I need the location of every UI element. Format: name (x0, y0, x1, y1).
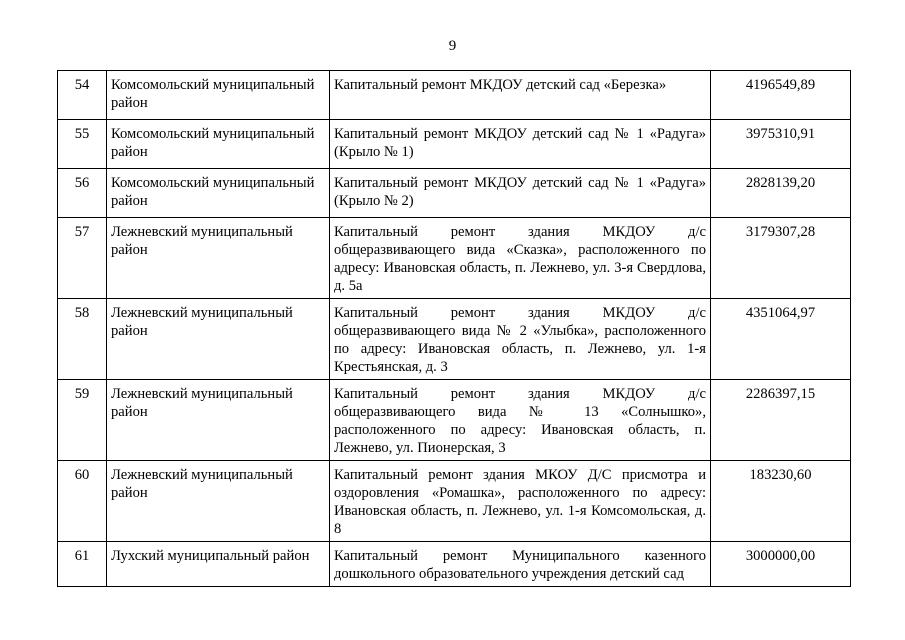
district-name: Лежневский муниципальный район (107, 380, 330, 461)
work-description: Капитальный ремонт МКДОУ детский сад № 1 «Радуга» (Крыло № 1) (330, 120, 711, 169)
work-description: Капитальный ремонт здания МКДОУ д/с общеразвивающего вида «Сказка», расположенного по адресу: Ивановская область, п. Лежнево, ул. 3-я Свердлова, д. 5а (330, 218, 711, 299)
row-number: 57 (58, 218, 107, 299)
district-name: Комсомольский муниципальный район (107, 169, 330, 218)
table-row (58, 299, 851, 380)
amount: 183230,60 (711, 461, 851, 542)
district-name: Комсомольский муниципальный район (107, 120, 330, 169)
amount: 3975310,91 (711, 120, 851, 169)
row-number: 55 (58, 120, 107, 169)
row-number: 54 (58, 71, 107, 120)
table-row (58, 542, 851, 587)
amount: 2828139,20 (711, 169, 851, 218)
amount: 2286397,15 (711, 380, 851, 461)
amount: 3000000,00 (711, 542, 851, 587)
work-description: Капитальный ремонт МКДОУ детский сад «Березка» (330, 71, 711, 120)
row-number: 58 (58, 299, 107, 380)
amount: 4351064,97 (711, 299, 851, 380)
row-number: 56 (58, 169, 107, 218)
district-name: Лухский муниципальный район (107, 542, 330, 587)
work-description: Капитальный ремонт здания МКДОУ д/с общеразвивающего вида № 13 «Солнышко», расположенного по адресу: Ивановская область, п. Лежнево, ул. Пионерская, 3 (330, 380, 711, 461)
work-description: Капитальный ремонт здания МКДОУ д/с общеразвивающего вида № 2 «Улыбка», расположенного по адресу: Ивановская область, п. Лежнево, ул. 1-я Крестьянская, д. 3 (330, 299, 711, 380)
work-description: Капитальный ремонт Муниципального казенного дошкольного образовательного учреждения детский сад (330, 542, 711, 587)
work-description: Капитальный ремонт здания МКОУ Д/С присмотра и оздоровления «Ромашка», расположенного по адресу: Ивановская область, п. Лежнево, ул. 1-я Комсомольская, д. 8 (330, 461, 711, 542)
table-row (58, 218, 851, 299)
amount: 4196549,89 (711, 71, 851, 120)
district-name: Лежневский муниципальный район (107, 218, 330, 299)
row-number: 61 (58, 542, 107, 587)
row-number: 60 (58, 461, 107, 542)
district-name: Лежневский муниципальный район (107, 299, 330, 380)
district-name: Комсомольский муниципальный район (107, 71, 330, 120)
work-description: Капитальный ремонт МКДОУ детский сад № 1 «Радуга» (Крыло № 2) (330, 169, 711, 218)
table-row (58, 461, 851, 542)
district-name: Лежневский муниципальный район (107, 461, 330, 542)
table-row (58, 71, 851, 120)
table-row (58, 169, 851, 218)
page-number: 9 (448, 38, 457, 54)
row-number: 59 (58, 380, 107, 461)
table-row (58, 120, 851, 169)
amount: 3179307,28 (711, 218, 851, 299)
table-row (58, 380, 851, 461)
funding-table (57, 70, 851, 587)
